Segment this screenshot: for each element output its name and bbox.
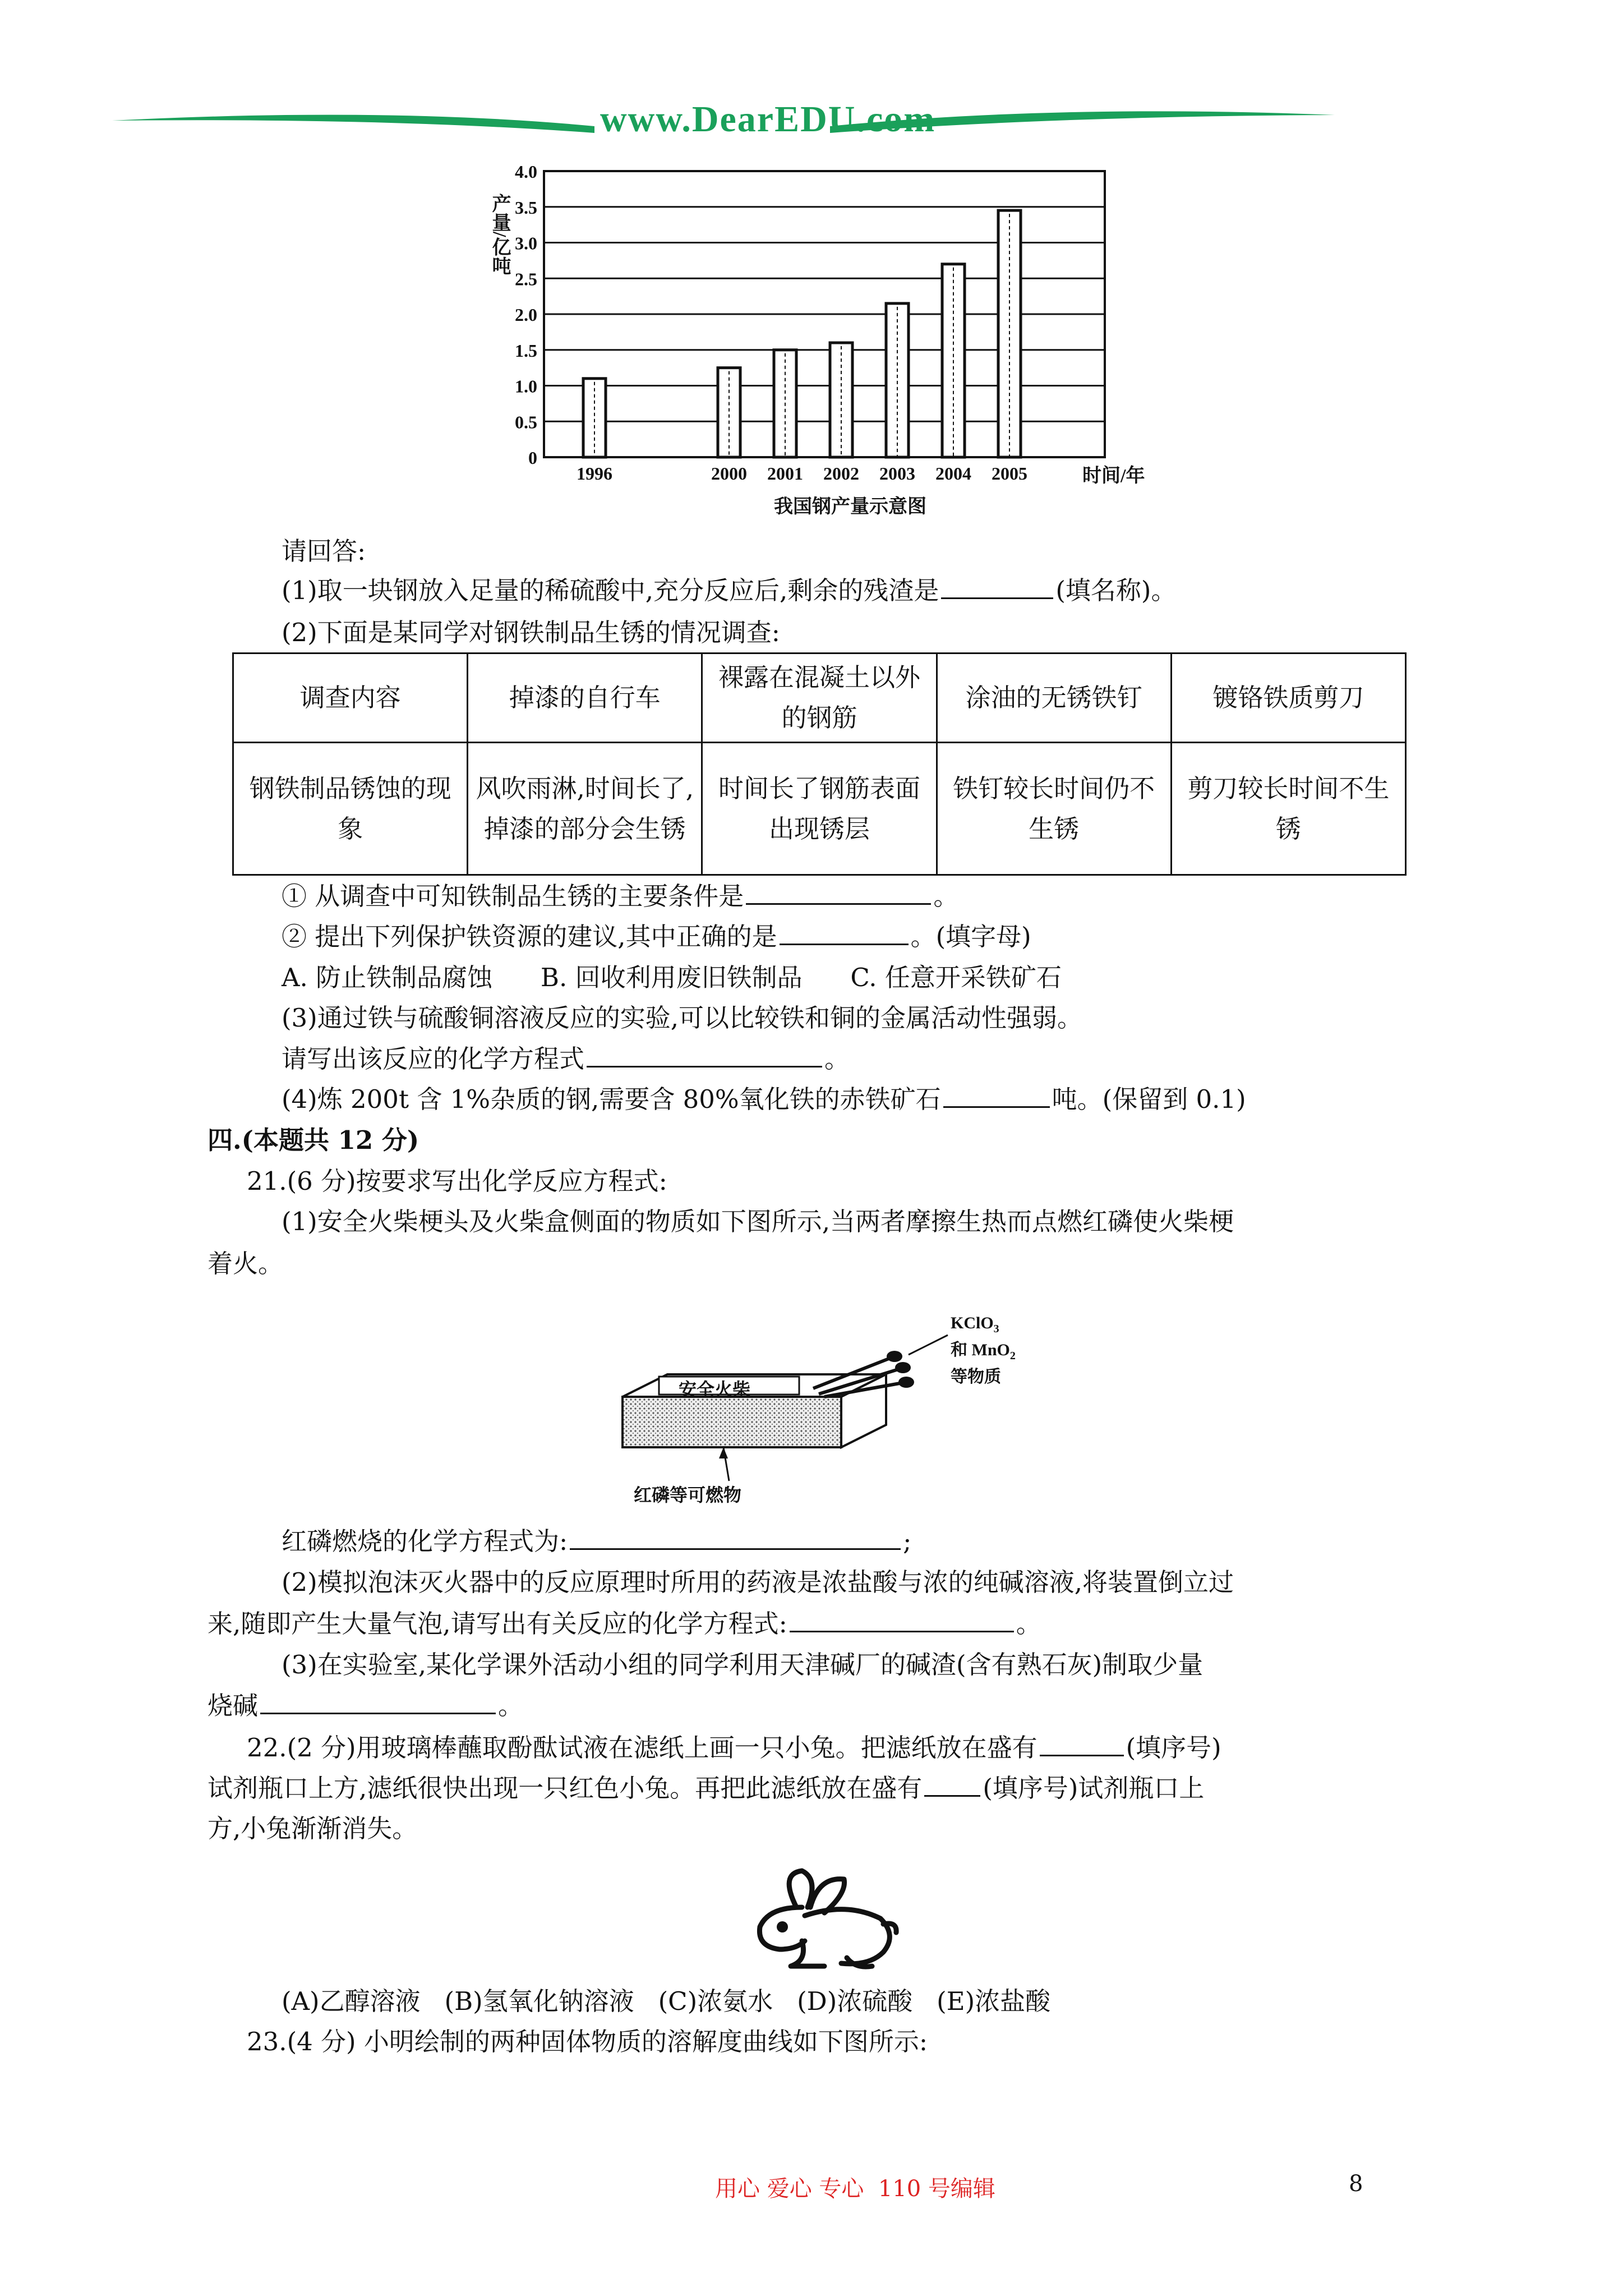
q20-part3b xyxy=(282,1038,850,1080)
q21-eq1 xyxy=(282,1520,911,1563)
q20-c1 xyxy=(282,875,958,918)
q20-part3b-blank[interactable] xyxy=(587,1040,822,1068)
footer-credit: 用心 爱心 专心 110 号编辑 xyxy=(715,2176,995,2202)
match-head-label xyxy=(951,1313,1016,1388)
chart-xtick-label: 2000 xyxy=(711,463,747,484)
q21-part2-tail: 。 xyxy=(1016,1609,1041,1639)
table-row xyxy=(233,743,1406,875)
chart-ytick-label: 4.0 xyxy=(515,162,537,182)
steel-chart-svg xyxy=(477,160,1183,519)
q21-part3-tail: 。 xyxy=(498,1691,524,1720)
chart-bar xyxy=(718,368,740,457)
q20-part4-text: (4)炼 200t 含 1%杂质的钢,需要含 80%氧化铁的赤铁矿石 xyxy=(282,1084,941,1114)
table-cell: 涂油的无锈铁钉 xyxy=(937,654,1171,743)
mno2-text: 和 MnO xyxy=(951,1341,1010,1359)
q20-part4 xyxy=(282,1078,1246,1121)
q20-c1-blank[interactable] xyxy=(746,877,931,905)
q22-line1 xyxy=(247,1727,1221,1769)
q21-part3-line2 xyxy=(208,1685,523,1727)
q20-part2: (2)下面是某同学对钢铁制品生锈的情况调查: xyxy=(282,618,780,647)
q21-part1-line1: (1)安全火柴梗头及火柴盒侧面的物质如下图所示,当两者摩擦生热而点燃红磷使火柴梗 xyxy=(282,1207,1234,1236)
q20-options: A. 防止铁制品腐蚀 B. 回收利用废旧铁制品 C. 任意开采铁矿石 xyxy=(282,963,1062,992)
chart-ytick-label: 0.5 xyxy=(515,412,537,432)
q22-line3: 方,小兔渐渐消失。 xyxy=(208,1814,418,1843)
table-cell: 调查内容 xyxy=(233,654,468,743)
q22-line1-tail: (填序号) xyxy=(1126,1733,1221,1763)
chart-ytick-label: 1.5 xyxy=(515,340,537,361)
table-cell: 剪刀较长时间不生锈 xyxy=(1171,743,1405,875)
q21-part2-line1: (2)模拟泡沫灭火器中的反应原理时所用的药液是浓盐酸与浓的纯碱溶液,将装置倒立过 xyxy=(282,1567,1234,1597)
table-cell: 掉漆的自行车 xyxy=(468,654,702,743)
q20-intro: 请回答: xyxy=(282,536,366,566)
kclo3-sub: 3 xyxy=(993,1323,999,1335)
q21-part3-blank[interactable] xyxy=(260,1687,496,1714)
q20-c1-text: ① 从调查中可知铁制品生锈的主要条件是 xyxy=(282,881,744,911)
site-url[interactable]: www.DearEDU.com xyxy=(600,99,936,140)
table-row xyxy=(233,654,1406,743)
matchbox-figure xyxy=(611,1313,1071,1509)
q20-part1-blank[interactable] xyxy=(941,572,1053,599)
chart-title: 我国钢产量示意图 xyxy=(774,496,926,517)
q22-blank-1[interactable] xyxy=(1040,1729,1124,1756)
chart-ytick-label: 2.5 xyxy=(515,269,537,289)
chart-ytick-label: 1.0 xyxy=(515,376,537,397)
q20-part3: (3)通过铁与硫酸铜溶液反应的实验,可以比较铁和铜的金属活动性强弱。 xyxy=(282,1003,1083,1033)
q20-part1-text: (1)取一块钢放入足量的稀硫酸中,充分反应后,剩余的残渣是 xyxy=(282,576,939,605)
q22-line2-tail: (填序号)试剂瓶口上 xyxy=(983,1773,1205,1803)
chart-xtick-label: 2005 xyxy=(992,463,1027,484)
q22-options: (A)乙醇溶液 (B)氢氧化钠溶液 (C)浓氨水 (D)浓硫酸 (E)浓盐酸 xyxy=(282,1986,1051,2016)
page-number: 8 xyxy=(1349,2171,1363,2197)
q21-part1-line2: 着火。 xyxy=(208,1249,284,1278)
q21-title: 21.(6 分)按要求写出化学反应方程式: xyxy=(247,1166,667,1196)
q20-part1-tail: (填名称)。 xyxy=(1055,576,1177,605)
q20-c1-tail: 。 xyxy=(933,881,959,911)
section-4-heading: 四.(本题共 12 分) xyxy=(208,1125,419,1155)
rust-survey-table xyxy=(232,652,1407,876)
table-cell: 时间长了钢筋表面出现锈层 xyxy=(702,743,937,875)
table-cell: 铁钉较长时间仍不生锈 xyxy=(937,743,1171,875)
mno2-sub: 2 xyxy=(1009,1350,1016,1362)
q21-eq1-blank[interactable] xyxy=(570,1522,901,1550)
rabbit-figure xyxy=(735,1862,903,1975)
q21-part3-text: 烧碱 xyxy=(208,1691,259,1720)
table-cell: 钢铁制品锈蚀的现象 xyxy=(233,743,468,875)
q22-line2 xyxy=(208,1767,1204,1810)
chart-ytick-label: 3.5 xyxy=(515,197,537,218)
q20-c2-tail: 。(填字母) xyxy=(910,922,1031,951)
chart-xlabel: 时间/年 xyxy=(1082,466,1145,486)
header-banner xyxy=(107,99,1340,149)
q21-eq1-text: 红磷燃烧的化学方程式为: xyxy=(282,1526,568,1556)
steel-chart xyxy=(477,160,1183,519)
q21-part3-line1: (3)在实验室,某化学课外活动小组的同学利用天津碱厂的碱渣(含有熟石灰)制取少量 xyxy=(282,1650,1204,1680)
q20-c2 xyxy=(282,915,1031,958)
q22-line2-text: 试剂瓶口上方,滤纸很快出现一只红色小兔。再把此滤纸放在盛有 xyxy=(208,1773,923,1803)
chart-ylabel: 产量/亿吨 xyxy=(489,194,510,275)
q21-eq1-tail: ; xyxy=(903,1526,912,1556)
kclo3-text: KClO xyxy=(951,1314,994,1332)
match-box-label: 安全火柴 xyxy=(679,1379,751,1400)
table-cell: 风吹雨淋,时间长了,掉漆的部分会生锈 xyxy=(468,743,702,875)
q21-part2-text: 来,随即产生大量气泡,请写出有关反应的化学方程式: xyxy=(208,1609,787,1639)
chart-xtick-label: 2001 xyxy=(767,463,803,484)
q21-part2-line2 xyxy=(208,1603,1041,1645)
match-striker-label: 红磷等可燃物 xyxy=(634,1485,742,1505)
q20-part3b-tail: 。 xyxy=(824,1044,850,1074)
chart-xtick-label: 2002 xyxy=(823,463,859,484)
table-cell: 裸露在混凝土以外的钢筋 xyxy=(702,654,937,743)
q20-c2-text: ② 提出下列保护铁资源的建议,其中正确的是 xyxy=(282,922,777,951)
chart-xtick-label: 1996 xyxy=(577,463,612,484)
table-cell: 镀铬铁质剪刀 xyxy=(1171,654,1405,743)
q22-line1-text: 22.(2 分)用玻璃棒蘸取酚酞试液在滤纸上画一只小兔。把滤纸放在盛有 xyxy=(247,1733,1038,1763)
q20-part1 xyxy=(282,569,1176,612)
q20-part4-tail: 吨。(保留到 0.1) xyxy=(1052,1084,1246,1114)
q20-c2-blank[interactable] xyxy=(780,918,909,945)
q23-title: 23.(4 分) 小明绘制的两种固体物质的溶解度曲线如下图所示: xyxy=(247,2027,928,2056)
match-substances-text: 等物质 xyxy=(951,1368,1001,1386)
chart-xtick-label: 2004 xyxy=(935,463,971,484)
chart-ytick-label: 3.0 xyxy=(515,233,537,254)
q22-blank-2[interactable] xyxy=(924,1769,980,1797)
rabbit-icon xyxy=(735,1862,903,1975)
q20-part4-blank[interactable] xyxy=(943,1080,1050,1108)
chart-ytick-label: 0 xyxy=(528,448,537,468)
q21-part2-blank[interactable] xyxy=(790,1605,1014,1632)
chart-xtick-label: 2003 xyxy=(879,463,915,484)
chart-ytick-label: 2.0 xyxy=(515,305,537,325)
q20-part3b-text: 请写出该反应的化学方程式 xyxy=(282,1044,585,1074)
